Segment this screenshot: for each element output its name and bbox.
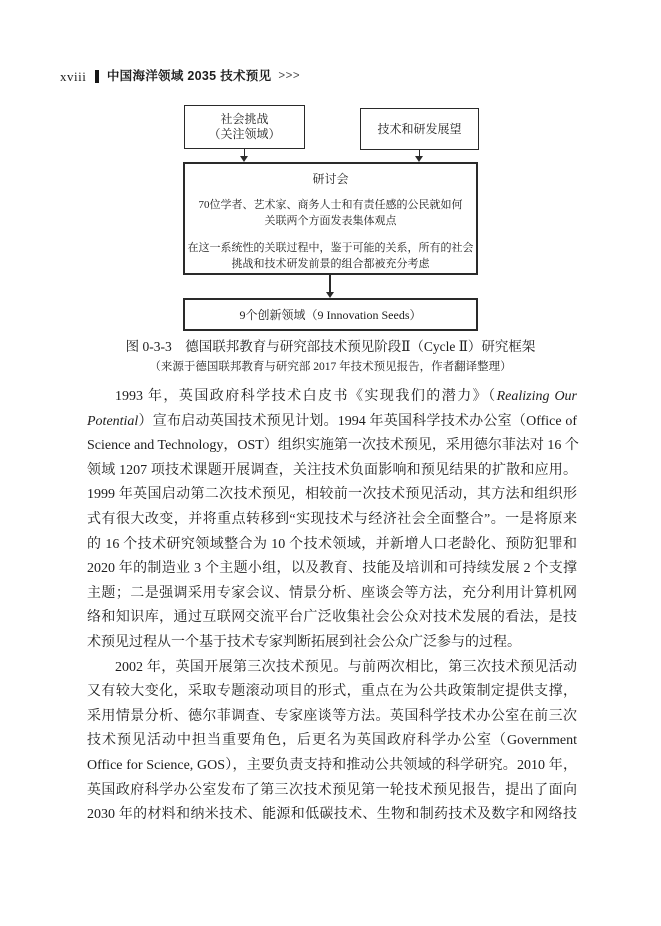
body-line xyxy=(87,459,577,484)
text-segment: 式有很大改变，并将重点转移到“实现技术与经济社会全面整合”。一是将原来 xyxy=(87,511,577,527)
body-line xyxy=(87,385,577,410)
workshop-title: 研讨会 xyxy=(312,172,349,186)
box-line: 挑战和技术研发前景的组合都被充分考虑 xyxy=(231,258,430,270)
text-segment: 2020 年的制造业 3 个主题小组，以及教育、技能及培训和可持续发展 2 个支撑 xyxy=(87,561,577,577)
body-line xyxy=(87,508,577,533)
paragraph-2 xyxy=(87,656,577,828)
body-line xyxy=(87,680,577,705)
diagram-box-innovation-seeds xyxy=(183,298,478,331)
text-segment: 主题；二是强调采用专家会议、情景分析、座谈会等方法，充分利用计算机网 xyxy=(87,585,577,601)
text-segment: Science and Technology，OST）组织实施第一次技术预见，采用德尔菲法对 16 个 xyxy=(87,438,579,454)
body-line xyxy=(87,483,577,508)
arrow-down-tech xyxy=(415,150,425,162)
text-segment: 络和知识库，通过互联网交流平台广泛收集社会公众对技术发展的看法，是技 xyxy=(87,610,577,626)
text-segment: 1993 年，英国政府科学技术白皮书《实现我们的潜力》（ xyxy=(115,389,497,404)
arrow-down-social xyxy=(240,149,250,162)
arrow-down-workshop xyxy=(325,275,335,298)
figure-caption: 图 0-3-3 德国联邦教育与研究部技术预见阶段Ⅱ（Cycle Ⅱ）研究框架 xyxy=(125,339,536,354)
figure-caption-block xyxy=(0,338,661,375)
diagram-box-tech-outlook-label: 技术和研发展望 xyxy=(377,121,462,136)
box-line: 70位学者、艺术家、商务人士和有责任感的公民就如何 xyxy=(198,199,463,211)
diagram-box-social-challenges xyxy=(184,105,305,149)
text-segment: 的 16 个技术研究领域整合为 10 个技术领域，并新增人口老龄化、预防犯罪和 xyxy=(87,536,577,552)
text-segment: 领域 1207 项技术课题开展调查，关注技术负面影响和预见结果的扩散和应用。 xyxy=(87,462,577,478)
figure-source-note: （来源于德国联邦教育与研究部 2017 年技术预见报告，作者翻译整理） xyxy=(149,361,512,373)
book-title: 中国海洋领域 2035 技术预见 xyxy=(106,69,272,83)
body-line xyxy=(87,779,577,804)
box-line: 在这一系统性的关联过程中，鉴于可能的关系，所有的社会 xyxy=(187,242,474,254)
diagram-box-workshop xyxy=(183,162,478,275)
body-line xyxy=(87,803,577,828)
box-line: 社会挑战 xyxy=(220,111,269,126)
text-segment: 术预见过程从一个基于技术专家判断拓展到社会公众广泛参与的过程。 xyxy=(87,634,521,650)
text-segment: 1999 年英国启动第二次技术预见，相较前一次技术预见活动，其方法和组织形 xyxy=(87,487,577,503)
body-line xyxy=(87,705,577,730)
text-segment: 又有较大变化，采取专题滚动项目的形式，重点在为公共政策制定提供支撑， xyxy=(87,684,577,700)
text-segment: 技术预见活动中担当重要角色，后更名为英国政府科学办公室（Government xyxy=(87,733,577,749)
text-segment: 采用情景分析、德尔菲调查、专家座谈等方法。英国科学技术办公室在前三次 xyxy=(87,708,577,724)
box-line: （关注领域） xyxy=(208,127,281,141)
italic-text: Potential xyxy=(87,413,139,429)
italic-text: Realizing Our xyxy=(496,389,577,404)
text-segment: 2030 年的材料和纳米技术、能源和低碳技术、生物和制药技术及数字和网络技 xyxy=(87,807,577,823)
text-segment: 英国政府科学办公室发布了第三次技术预见第一轮技术预见报告，提出了面向 xyxy=(87,782,577,798)
body-line xyxy=(87,729,577,754)
body-text xyxy=(87,385,577,828)
workshop-paragraph-2 xyxy=(188,240,474,272)
paragraph-1 xyxy=(87,385,577,656)
body-line xyxy=(87,631,577,656)
body-line xyxy=(87,656,577,681)
body-line xyxy=(87,533,577,558)
body-line xyxy=(87,582,577,607)
body-line xyxy=(87,410,577,435)
text-segment: Office for Science, GOS），主要负责支持和推动公共领域的科学研究。2010 年， xyxy=(87,757,577,773)
body-line xyxy=(87,606,577,631)
text-segment: ）宣布启动英国技术预见计划。1994 年英国科学技术办公室（Office of xyxy=(138,413,577,429)
header-divider-bar xyxy=(95,70,99,83)
text-segment: 2002 年，英国开展第三次技术预见。与前两次相比，第三次技术预见活动 xyxy=(115,659,577,675)
chevrons-icon: >>> xyxy=(278,70,301,82)
box-line: 关联两个方面发表集体观点 xyxy=(264,215,397,227)
diagram-box-innovation-seeds-label: 9个创新领域（9 Innovation Seeds） xyxy=(239,308,422,322)
body-line xyxy=(87,434,577,459)
body-line xyxy=(87,754,577,779)
workshop-paragraph-1 xyxy=(199,197,463,229)
diagram-box-tech-outlook xyxy=(360,108,479,150)
body-line xyxy=(87,557,577,582)
page-number: xviii xyxy=(60,69,87,84)
running-header xyxy=(60,69,300,84)
